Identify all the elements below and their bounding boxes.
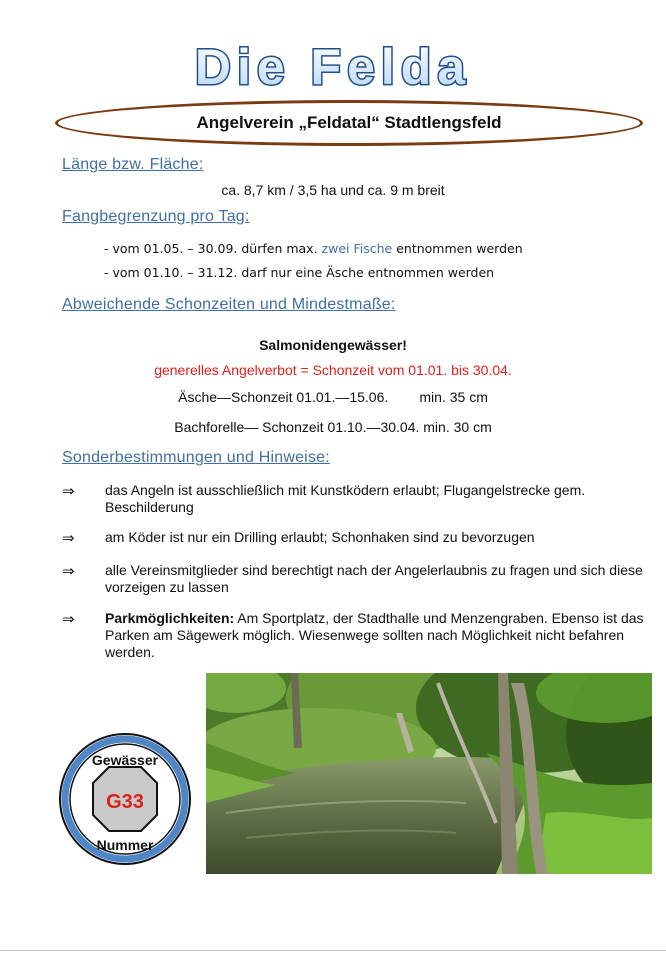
- arrow-icon: ⇒: [62, 563, 75, 580]
- length-heading: Länge bzw. Fläche:: [62, 156, 204, 173]
- trout-rule: Bachforelle— Schonzeit 01.10.—30.04. min. 30 cm: [174, 419, 492, 435]
- parking-text: Am Sportplatz, der Stadthalle und Menzengraben. Ebenso ist das Parken am Sägewerk möglich. Wiesenwege sollten nach Möglichkeit nicht befahren werden.: [105, 610, 644, 660]
- catch-limit-line-1-pre: - vom 01.05. – 30.09. dürfen max.: [104, 241, 318, 256]
- badge-top-label: Gewässer: [91, 752, 159, 768]
- catch-limit-line-1: [104, 241, 523, 256]
- special-rules-heading: Sonderbestimmungen und Hinweise:: [62, 449, 330, 466]
- fishing-ban: generelles Angelverbot = Schonzeit vom 01.01. bis 30.04.: [154, 362, 512, 378]
- page-title: [0, 38, 666, 98]
- badge-code: G33: [106, 791, 144, 813]
- grayling-rule: Äsche—Schonzeit 01.01.—15.06. min. 35 cm: [178, 389, 488, 405]
- club-name: Angelverein „Feldatal“ Stadtlengsfeld: [196, 113, 502, 132]
- rule-item: alle Vereinsmitglieder sind berechtigt nach der Angelerlaubnis zu fragen und sich diese vorzeigen zu lassen: [105, 562, 643, 595]
- rule-item: das Angeln ist ausschließlich mit Kunstködern erlaubt; Flugangelstrecke gem. Beschilderung: [105, 482, 586, 515]
- parking-info: [105, 610, 645, 661]
- page-bottom-border: [0, 950, 666, 951]
- catch-limit-highlight: zwei Fische: [321, 241, 393, 256]
- catch-limit-heading: Fangbegrenzung pro Tag:: [62, 208, 250, 225]
- badge-bottom-label: Nummer: [96, 837, 154, 853]
- arrow-icon: ⇒: [62, 530, 75, 547]
- water-number-badge: [57, 731, 193, 867]
- catch-limit-line-1-post: entnommen werden: [396, 241, 523, 256]
- closed-seasons-heading: Abweichende Schonzeiten und Mindestmaße:: [62, 296, 396, 313]
- length-text: ca. 8,7 km / 3,5 ha und ca. 9 m breit: [221, 182, 445, 198]
- arrow-icon: ⇒: [62, 611, 75, 628]
- parking-label: Parkmöglichkeiten:: [105, 610, 235, 626]
- rule-item: am Köder ist nur ein Drilling erlaubt; Schonhaken sind zu bevorzugen: [105, 529, 535, 545]
- river-photo: [206, 673, 652, 874]
- arrow-icon: ⇒: [62, 483, 75, 500]
- catch-limit-line-2: - vom 01.10. – 31.12. darf nur eine Äsche entnommen werden: [104, 265, 495, 280]
- water-type: Salmonidengewässer!: [259, 337, 407, 353]
- page-title-text: Die Felda: [194, 39, 472, 95]
